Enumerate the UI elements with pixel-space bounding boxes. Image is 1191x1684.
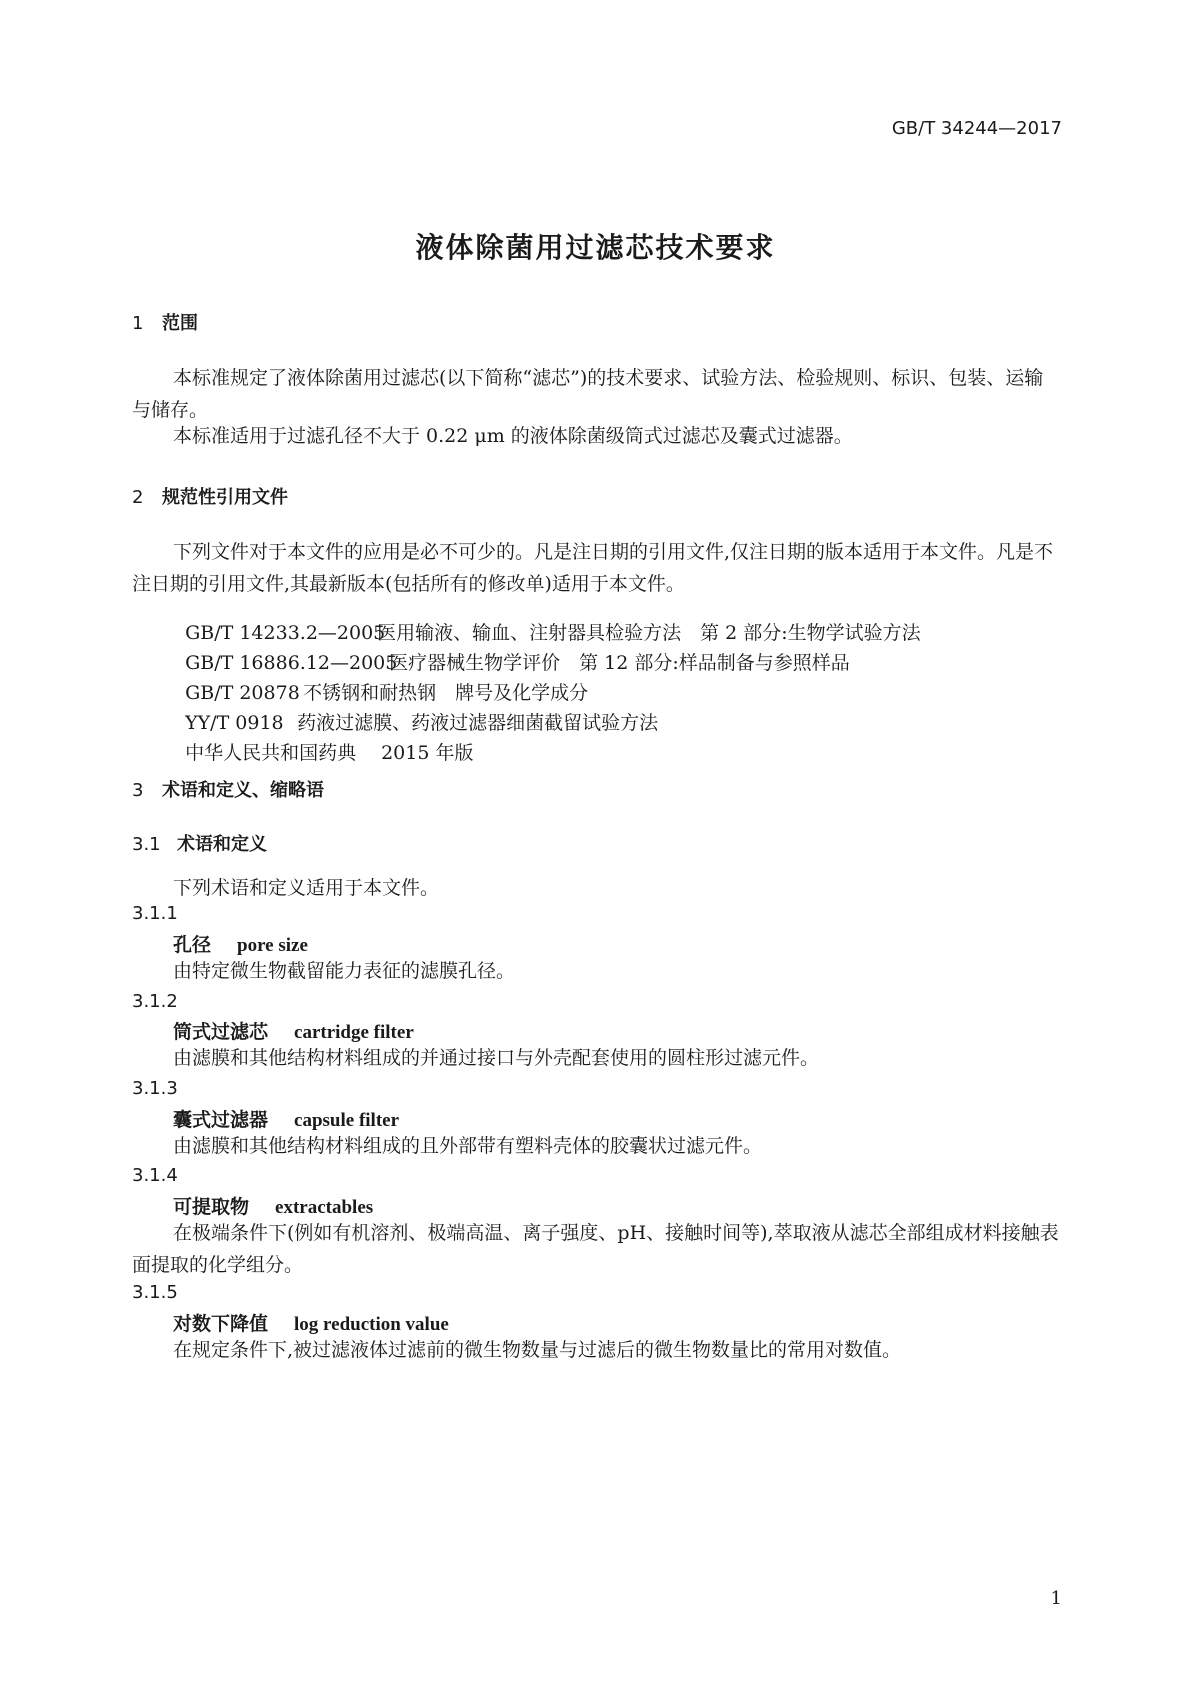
reference-code: GB/T 16886.12—2005: [185, 652, 398, 674]
term-en: capsule filter: [294, 1110, 400, 1131]
reference-code: GB/T 14233.2—2005: [185, 622, 386, 644]
paragraph-text: 下列文件对于本文件的应用是必不可少的。凡是注日期的引用文件,仅注日期的版本适用于本文件。凡是不注日期的引用文件,其最新版本(包括所有的修改单)适用于本文件。: [132, 541, 1054, 595]
subsection-3-1-heading: [132, 830, 267, 856]
term-number: 3.1.5: [132, 1282, 178, 1303]
term-zh: 对数下降值: [173, 1313, 269, 1335]
section-3-heading: [132, 776, 324, 802]
term-heading: [173, 930, 308, 957]
reference-code: 中华人民共和国药典: [185, 742, 357, 764]
section-number: 1: [132, 313, 144, 334]
reference-code: YY/T 0918: [185, 712, 284, 734]
subsection-title: 术语和定义: [177, 834, 267, 855]
term-definition: 在极端条件下(例如有机溶剂、极端高温、离子强度、pH、接触时间等),萃取液从滤芯全部组成材料接触表面提取的化学组分。: [132, 1222, 1059, 1276]
section-number: 2: [132, 487, 144, 508]
term-definition: 由滤膜和其他结构材料组成的并通过接口与外壳配套使用的圆柱形过滤元件。: [173, 1047, 820, 1069]
term-en: cartridge filter: [294, 1022, 414, 1043]
paragraph-text: 本标准规定了液体除菌用过滤芯(以下简称“滤芯”)的技术要求、试验方法、检验规则、标识、包装、运输与储存。: [132, 367, 1044, 421]
term-number: 3.1.2: [132, 991, 178, 1012]
term-heading: [173, 1017, 414, 1044]
reference-item: [173, 716, 474, 765]
section-title: 范围: [162, 313, 198, 334]
term-definition: 在规定条件下,被过滤液体过滤前的微生物数量与过滤后的微生物数量比的常用对数值。: [173, 1339, 902, 1361]
terms-intro: 下列术语和定义适用于本文件。: [173, 877, 440, 899]
term-heading: [173, 1192, 373, 1219]
standard-code: GB/T 34244—2017: [891, 118, 1062, 139]
reference-title: 医用输液、输血、注射器具检验方法 第 2 部分:生物学试验方法: [377, 622, 921, 644]
term-definition: 由特定微生物截留能力表征的滤膜孔径。: [173, 960, 516, 982]
term-heading: [173, 1309, 449, 1336]
term-zh: 筒式过滤芯: [173, 1021, 269, 1043]
document-title: 液体除菌用过滤芯技术要求: [415, 231, 776, 264]
reference-title: 2015 年版: [381, 742, 474, 764]
reference-code: GB/T 20878: [185, 682, 300, 704]
section-2-heading: [132, 483, 288, 509]
normative-intro: [132, 536, 1062, 600]
reference-title: 不锈钢和耐热钢 牌号及化学成分: [303, 682, 589, 704]
scope-paragraph-2: [132, 420, 1062, 452]
term-definition: 由滤膜和其他结构材料组成的且外部带有塑料壳体的胶囊状过滤元件。: [173, 1135, 763, 1157]
term-number: 3.1.3: [132, 1078, 178, 1099]
term-number: 3.1.1: [132, 903, 178, 924]
term-en: log reduction value: [294, 1314, 449, 1335]
term-zh: 可提取物: [173, 1196, 250, 1218]
reference-title: 医疗器械生物学评价 第 12 部分:样品制备与参照样品: [389, 652, 850, 674]
subsection-number: 3.1: [132, 834, 161, 855]
reference-title: 药液过滤膜、药液过滤器细菌截留试验方法: [297, 712, 659, 734]
term-number: 3.1.4: [132, 1165, 178, 1186]
section-title: 术语和定义、缩略语: [162, 780, 324, 801]
section-number: 3: [132, 780, 144, 801]
term-zh: 孔径: [173, 934, 212, 956]
paragraph-text: 本标准适用于过滤孔径不大于 0.22 μm 的液体除菌级筒式过滤芯及囊式过滤器。: [173, 425, 853, 447]
term-en: pore size: [237, 935, 308, 956]
term-zh: 囊式过滤器: [173, 1109, 269, 1131]
term-heading: [173, 1105, 399, 1132]
page-number: 1: [1050, 1588, 1062, 1609]
scope-paragraph-1: [132, 362, 1062, 426]
section-title: 规范性引用文件: [162, 487, 288, 508]
section-1-heading: [132, 309, 198, 335]
term-en: extractables: [275, 1197, 374, 1218]
